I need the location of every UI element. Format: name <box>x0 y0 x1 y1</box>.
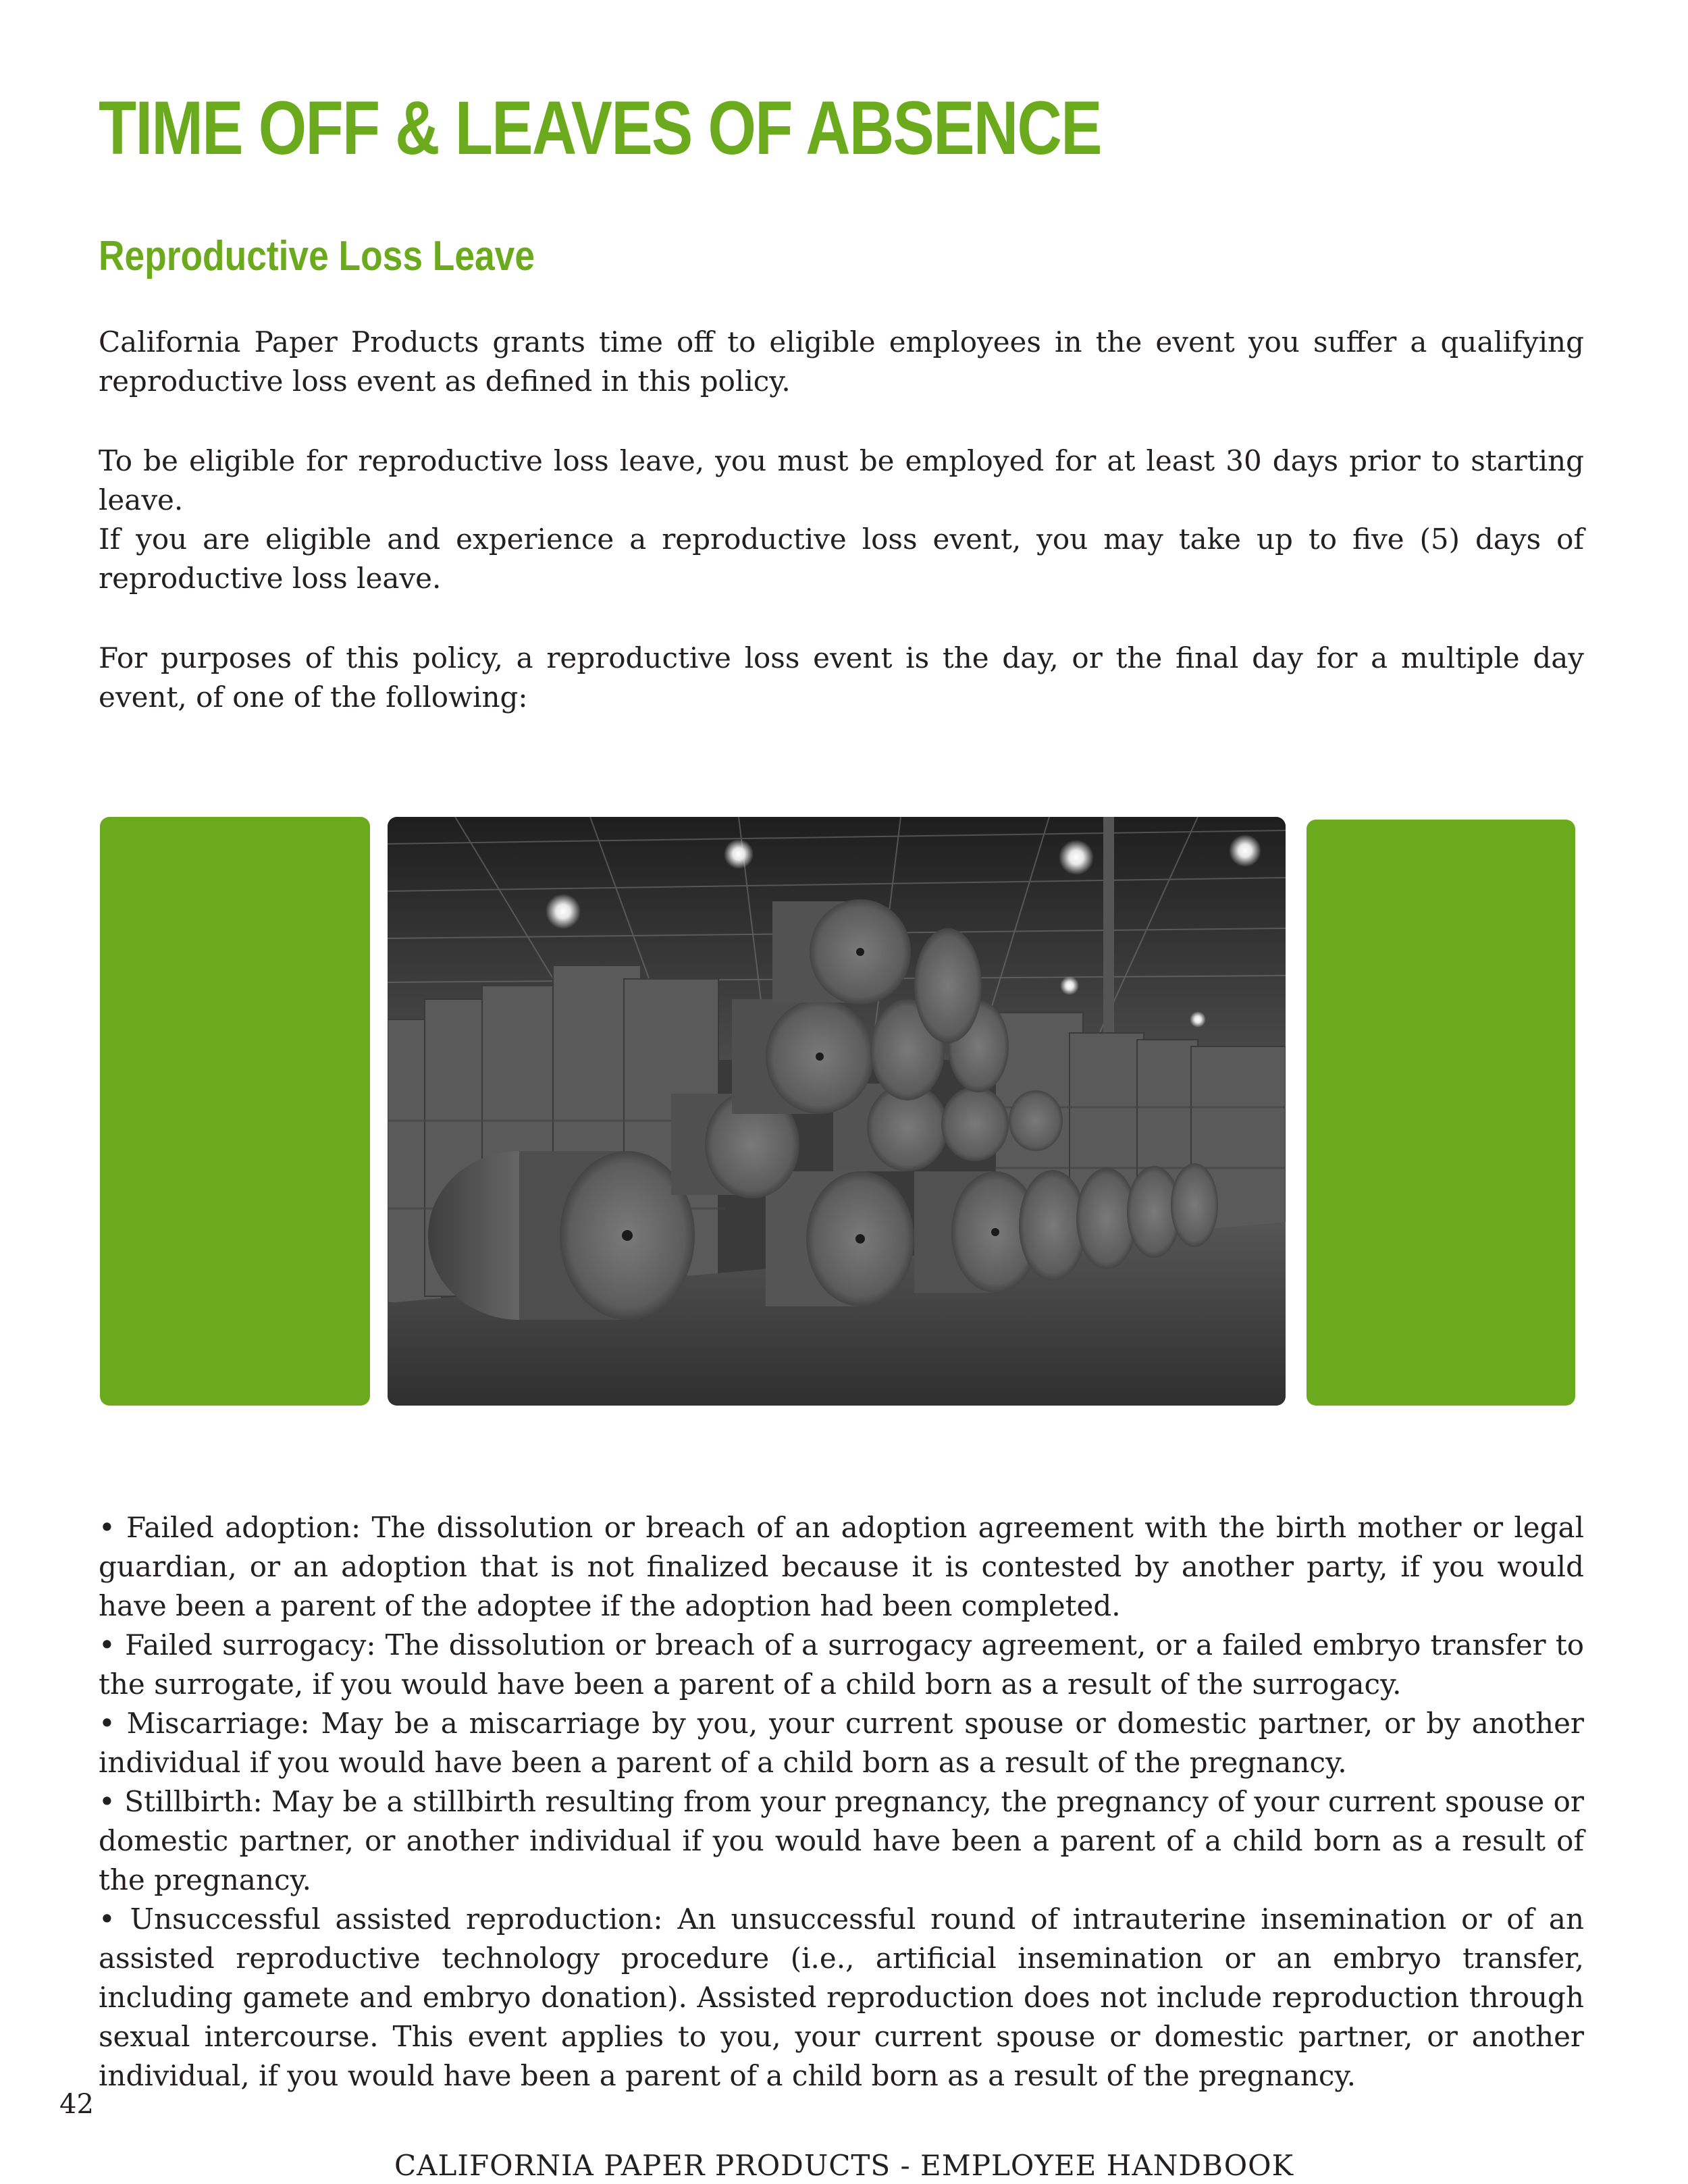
warehouse-paper-rolls-photo <box>388 817 1286 1406</box>
list-item-stillbirth: • Stillbirth: May be a stillbirth resulting from your pregnancy, the pregnancy of your current spouse or domestic partner, or another individual if you would have been a parent of a child born as a result of the pregnancy. <box>99 1785 1584 1896</box>
list-item-miscarriage: • Miscarriage: May be a miscarriage by you, your current spouse or domestic partner, or by another individual if you would have been a parent of a child born as a result of the pregnancy. <box>99 1707 1584 1779</box>
section-title: TIME OFF & LEAVES OF ABSENCE <box>99 86 1101 170</box>
page-number: 42 <box>59 2089 94 2120</box>
reproductive-loss-event-list <box>99 1508 1584 2096</box>
decorative-green-panel-left <box>100 817 370 1406</box>
intro-paragraph-requirement: To be eligible for reproductive loss leave, you must be employed for at least 30 days prior to starting leave. <box>99 444 1584 516</box>
decorative-green-panel-right <box>1307 820 1575 1406</box>
intro-paragraph-eligibility: California Paper Products grants time off to eligible employees in the event you suffer a qualifying reproductive loss event as defined in this policy. <box>99 325 1584 398</box>
subsection-title: Reproductive Loss Leave <box>99 233 535 279</box>
list-item-unsuccessful-assisted-reproduction: • Unsuccessful assisted reproduction: An unsuccessful round of intrauterine insemination or of an assisted reproductive technology procedure (i.e., artificial insemination or an embryo transfer, including gamete and embryo donation). Assisted reproduction does not include reproduction through sexual intercourse. This event applies to you, your current spouse or domestic partner, or another individual, if you would have been a parent of a child born as a result of the pregnancy. <box>99 1902 1584 2092</box>
warehouse-illustration <box>388 817 1286 1406</box>
list-item-failed-adoption: • Failed adoption: The dissolution or breach of an adoption agreement with the birth mother or legal guardian, or an adoption that is not finalized because it is contested by another party, if you would have been a parent of the adoptee if the adoption had been completed. <box>99 1511 1584 1622</box>
footer-title: CALIFORNIA PAPER PRODUCTS - EMPLOYEE HANDBOOK <box>394 2149 1294 2182</box>
list-item-failed-surrogacy: • Failed surrogacy: The dissolution or breach of a surrogacy agreement, or a failed embryo transfer to the surrogate, if you would have been a parent of a child born as a result of the surrogacy. <box>99 1628 1584 1701</box>
intro-paragraph-duration: If you are eligible and experience a reproductive loss event, you may take up to five (5) days of reproductive loss leave. <box>99 523 1584 595</box>
intro-paragraph-definition: For purposes of this policy, a reproductive loss event is the day, or the final day for a multiple day event, of one of the following: <box>99 641 1584 714</box>
